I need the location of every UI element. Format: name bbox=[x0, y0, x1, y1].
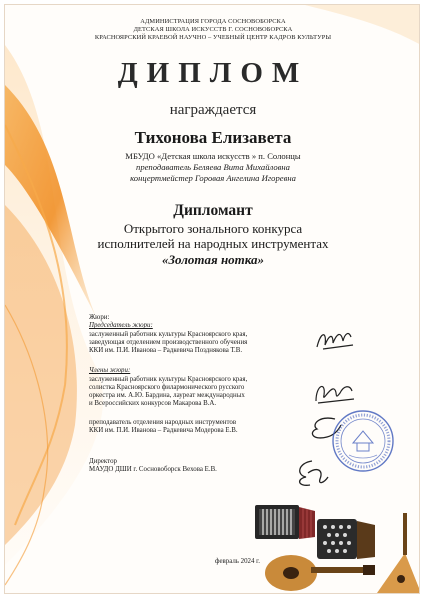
award-rank: Дипломант bbox=[173, 202, 253, 219]
jury-chair-heading: Председатель жюри: bbox=[89, 322, 153, 329]
recipient-teacher: преподаватель Беляева Вита Михайловна bbox=[136, 162, 290, 172]
issue-date: февраль 2024 г. bbox=[215, 558, 260, 565]
director-title: Директор bbox=[89, 458, 117, 465]
contest-name: «Золотая нотка» bbox=[161, 252, 265, 267]
director-line: МАУДО ДШИ г. Сосновоборск Вехова Е.В. bbox=[89, 466, 217, 473]
header-line-1: АДМИНИСТРАЦИЯ ГОРОДА СОСНОВОБОРСКА bbox=[140, 18, 286, 25]
contest-line-2: исполнителей на народных инструментах bbox=[97, 236, 329, 251]
recipient-school: МБУДО «Детская школа искусств » п. Солонцы bbox=[125, 151, 301, 161]
diploma-title: ДИПЛОМ bbox=[117, 57, 309, 89]
jury-member2-line-1: преподаватель отделения народных инструментов bbox=[89, 419, 237, 426]
jury-chair-line-2: заведующая отделением производственного обучения bbox=[89, 339, 248, 346]
awarded-label: награждается bbox=[169, 102, 257, 118]
chair-signature-icon bbox=[313, 327, 357, 355]
diploma-page bbox=[4, 4, 420, 594]
header-line-2: ДЕТСКАЯ ШКОЛА ИСКУССТВ Г. СОСНОВОБОРСКА bbox=[133, 26, 293, 33]
director-signature-icon bbox=[290, 457, 330, 489]
jury-member1-line-2: солистка Красноярского филармонического русского bbox=[89, 384, 245, 391]
folk-instruments-illustration bbox=[245, 493, 420, 594]
jury-member1-line-1: заслуженный работник культуры Красноярского края, bbox=[89, 376, 248, 383]
jury-members-heading: Члены жюри: bbox=[89, 367, 131, 374]
jury-chair-line-1: заслуженный работник культуры Красноярского края, bbox=[89, 331, 248, 338]
header-line-3: КРАСНОЯРСКИЙ КРАЕВОЙ НАУЧНО – УЧЕБНЫЙ ЦЕНТР КАДРОВ КУЛЬТУРЫ bbox=[94, 34, 332, 41]
jury-member2-line-2: ККИ им. П.И. Иванова – Радкевича Модерова Е.В. bbox=[89, 427, 238, 434]
jury-member1-line-4: и Всероссийских конкурсов Макарова В.А. bbox=[89, 400, 217, 407]
recipient-accompanist: концертмейстер Горовая Ангелина Игоревна bbox=[130, 173, 296, 183]
jury-chair-line-3: ККИ им. П.И. Иванова – Радкевича Позднякова Т.В. bbox=[89, 347, 243, 354]
jury-heading: Жюри: bbox=[89, 314, 110, 321]
recipient-name: Тихонова Елизавета bbox=[134, 128, 292, 147]
member1-signature-icon bbox=[310, 377, 358, 407]
contest-line-1: Открытого зонального конкурса bbox=[123, 221, 303, 236]
school-seal-icon bbox=[331, 409, 395, 473]
jury-member1-line-3: оркестра им. А.Ю. Бардина, лауреат международных bbox=[89, 392, 245, 399]
